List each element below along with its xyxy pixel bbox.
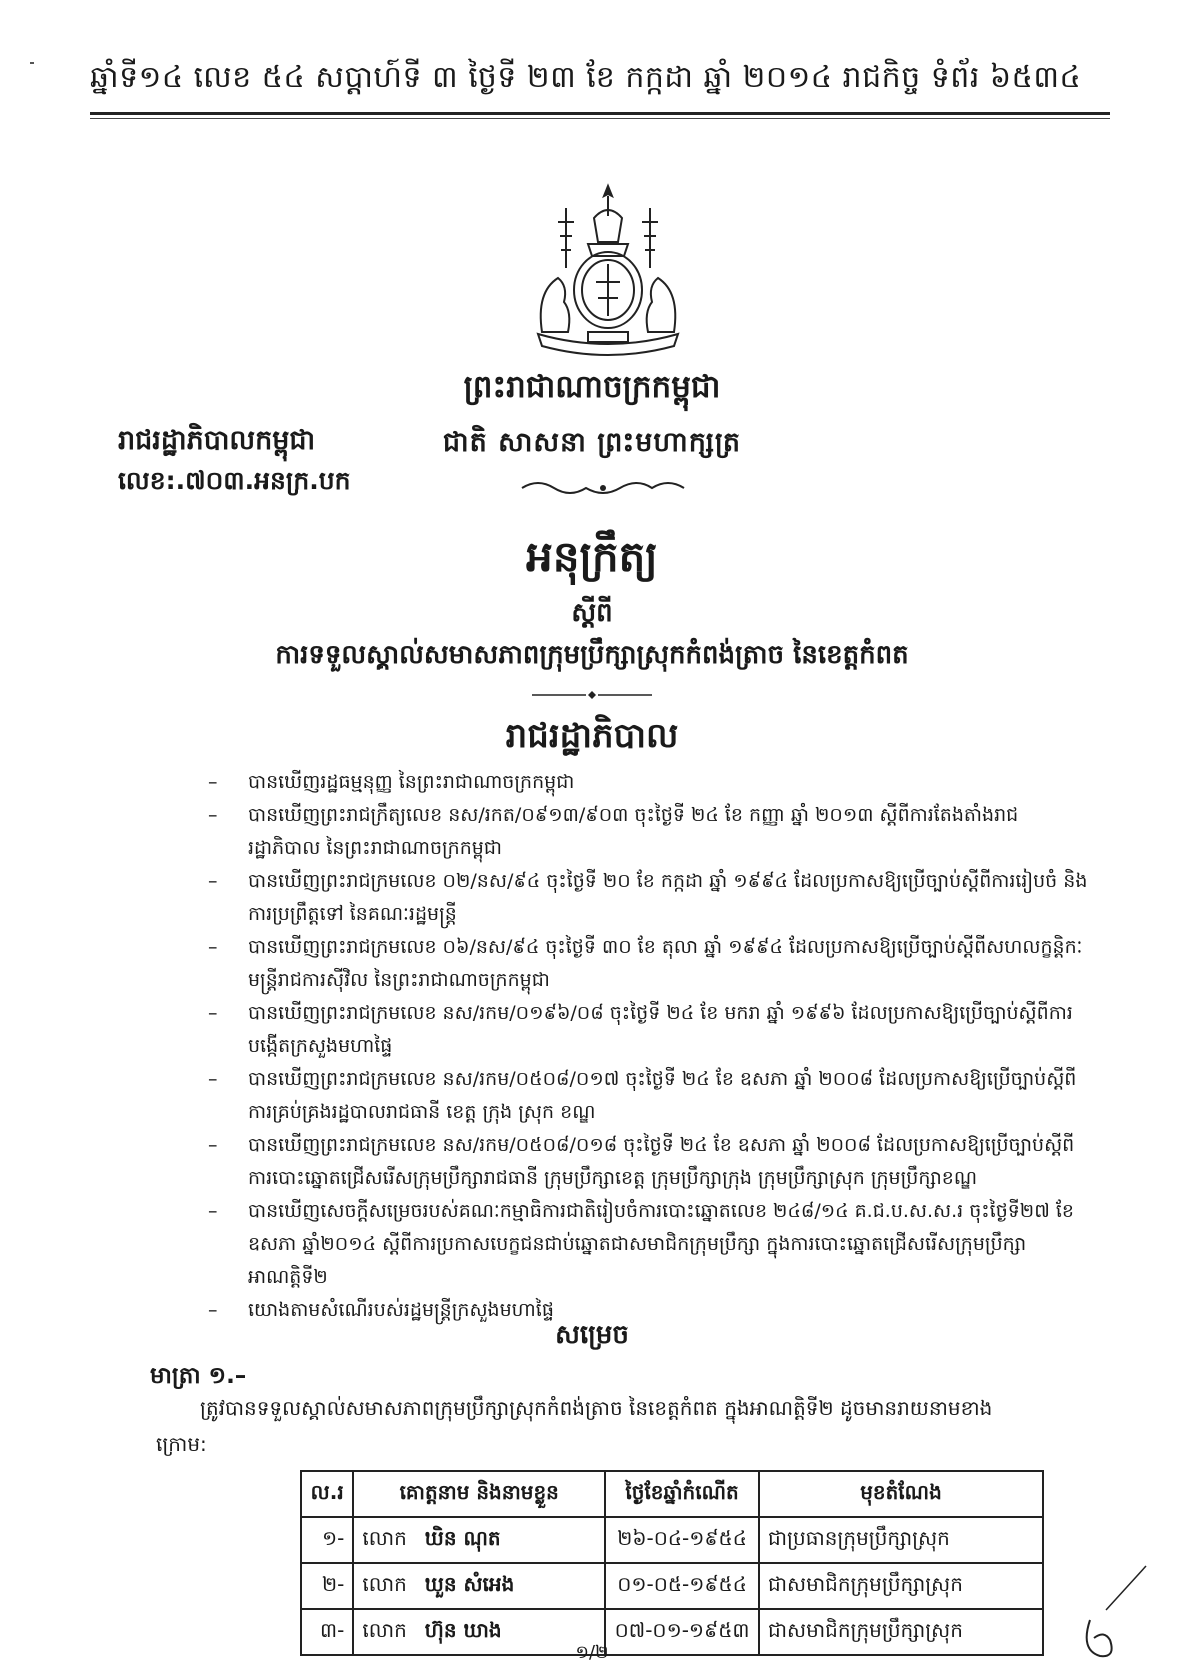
consideration-item: – បានឃើញសេចក្តីសម្រេចរបស់គណៈកម្មាធិការជាតិរៀបចំការបោះឆ្នោតលេខ ២៤៨/១៤ គ.ជ.ប.ស.ស.រ ចុះថ្ងៃទី២៧ ខែឧសភា ឆ្នាំ២០១៤ ស្តីពីការប្រកាសបេក្ខជនជាប់ឆ្នោតជាសមាជិកក្រុមប្រឹក្សា ក្នុងការបោះឆ្នោតជ្រើសរើសក្រុមប្រឹក្សា អាណត្តិទី២ bbox=[208, 1195, 1088, 1294]
honorific: លោក bbox=[362, 1618, 407, 1642]
kingdom-name: ព្រះរាជាណាចក្រកម្ពុជា bbox=[463, 369, 721, 405]
member-position: ជាសមាជិកក្រុមប្រឹក្សាស្រុក bbox=[759, 1563, 1043, 1609]
member-name: ឃួន សំអេង bbox=[424, 1572, 515, 1596]
table-row bbox=[301, 1563, 1043, 1609]
royal-emblem-icon bbox=[528, 182, 688, 360]
consideration-item: – បានឃើញព្រះរាជក្រឹត្យលេខ នស/រកត/០៩១៣/៩០៣ ចុះថ្ងៃទី ២៤ ខែ កញ្ញា ឆ្នាំ ២០១៣ ស្តីពីការតែងតាំងរាជរដ្ឋាភិបាល នៃព្រះរាជាណាចក្រកម្ពុជា bbox=[208, 799, 1088, 865]
about-label: ស្តីពី bbox=[571, 598, 613, 628]
document-number: លេខ:.៧០៣.អនក្រ.បក bbox=[118, 466, 351, 495]
member-name-cell bbox=[353, 1517, 605, 1563]
decree-subject: ការទទួលស្គាល់សមាសភាពក្រុមប្រឹក្សាស្រុកកំពង់ត្រាច នៃខេត្តកំពត bbox=[275, 640, 909, 670]
article-label: មាត្រា ១.– bbox=[150, 1363, 247, 1389]
row-number: ២- bbox=[301, 1563, 353, 1609]
consideration-item: – យោងតាមសំណើរបស់រដ្ឋមន្ត្រីក្រសួងមហាផ្ទៃ bbox=[208, 1294, 1088, 1327]
consideration-item: – បានឃើញព្រះរាជក្រមលេខ ០៦/នស/៩៤ ចុះថ្ងៃទី ៣០ ខែ តុលា ឆ្នាំ ១៩៩៤ ដែលប្រកាសឱ្យប្រើច្បាប់ស្តីពីសហលក្ខន្តិកៈមន្ត្រីរាជការស៊ីវិល នៃព្រះរាជាណាចក្រកម្ពុជា bbox=[208, 931, 1088, 997]
honorific: លោក bbox=[362, 1572, 407, 1596]
member-birthdate: ២៦-០៤-១៩៥៤ bbox=[605, 1517, 759, 1563]
row-number: ១- bbox=[301, 1517, 353, 1563]
consideration-item: – បានឃើញព្រះរាជក្រមលេខ នស/រកម/០៥០៨/០១៧ ចុះថ្ងៃទី ២៤ ខែ ឧសភា ឆ្នាំ ២០០៨ ដែលប្រកាសឱ្យប្រើច្បាប់ស្តីពីការគ្រប់គ្រងរដ្ឋបាលរាជធានី ខេត្ត ក្រុង ស្រុក ខណ្ឌ bbox=[208, 1063, 1088, 1129]
scan-speck bbox=[30, 62, 34, 64]
document-type: អនុក្រឹត្យ bbox=[526, 532, 658, 581]
decision-heading: សម្រេច bbox=[555, 1320, 629, 1350]
issuing-authority: រាជរដ្ឋាភិបាល bbox=[505, 716, 679, 756]
member-name: ហ៊ុន ឃាង bbox=[424, 1618, 502, 1642]
ornament-divider-icon bbox=[518, 476, 688, 500]
member-name: ឃិន ណុត bbox=[424, 1526, 501, 1550]
member-birthdate: ០៧-០១-១៩៥៣ bbox=[605, 1609, 759, 1655]
column-header-number: ល.រ bbox=[301, 1471, 353, 1517]
considerations-list bbox=[208, 766, 1088, 1327]
row-number: ៣- bbox=[301, 1609, 353, 1655]
member-birthdate: ០១-០៥-១៩៥៤ bbox=[605, 1563, 759, 1609]
title-separator-icon bbox=[530, 690, 654, 700]
table-header-row bbox=[301, 1471, 1043, 1517]
government-name: រាជរដ្ឋាភិបាលកម្ពុជា bbox=[118, 425, 316, 456]
member-position: ជាសមាជិកក្រុមប្រឹក្សាស្រុក bbox=[759, 1609, 1043, 1655]
national-motto: ជាតិ សាសនា ព្រះមហាក្សត្រ bbox=[442, 427, 742, 458]
header-rule-thick bbox=[90, 112, 1110, 115]
table-row bbox=[301, 1517, 1043, 1563]
column-header-position: មុខតំណែង bbox=[759, 1471, 1043, 1517]
column-header-birthdate: ថ្ងៃខែឆ្នាំកំណើត bbox=[605, 1471, 759, 1517]
member-name-cell bbox=[353, 1563, 605, 1609]
header-rule-thin bbox=[90, 118, 1110, 119]
column-header-name: គោត្តនាម និងនាមខ្លួន bbox=[353, 1471, 605, 1517]
council-members-table bbox=[300, 1470, 1044, 1656]
consideration-item: – បានឃើញព្រះរាជក្រមលេខ នស/រកម/០១៩៦/០៨ ចុះថ្ងៃទី ២៤ ខែ មករា ឆ្នាំ ១៩៩៦ ដែលប្រកាសឱ្យប្រើច្បាប់ស្តីពីការបង្កើតក្រសួងមហាផ្ទៃ bbox=[208, 997, 1088, 1063]
gazette-header: ឆ្នាំទី១៤ លេខ ៥៤ សប្តាហ៍ទី ៣ ថ្ងៃទី ២៣ ខែ កក្កដា ឆ្នាំ ២០១៤ រាជកិច្ច ទំព័រ ៦៥៣៤ bbox=[90, 60, 1082, 95]
member-position: ជាប្រធានក្រុមប្រឹក្សាស្រុក bbox=[759, 1517, 1043, 1563]
consideration-item: – បានឃើញព្រះរាជក្រមលេខ នស/រកម/០៥០៨/០១៨ ចុះថ្ងៃទី ២៤ ខែ ឧសភា ឆ្នាំ ២០០៨ ដែលប្រកាសឱ្យប្រើច្បាប់ស្តីពីការបោះឆ្នោតជ្រើសរើសក្រុមប្រឹក្សារាជធានី ក្រុមប្រឹក្សាខេត្ត ក្រុមប្រឹក្សាក្រុង ក្រុមប្រឹក្សាស្រុក ក្រុមប្រឹក្សាខណ្ឌ bbox=[208, 1129, 1088, 1195]
page-number: ១/២ bbox=[575, 1642, 609, 1663]
article-text: ត្រូវបានទទួលស្គាល់សមាសភាពក្រុមប្រឹក្សាស្រុកកំពង់ត្រាច នៃខេត្តកំពត ក្នុងអាណត្តិទី២ ដូចមានរាយនាមខាងក្រោម: bbox=[156, 1396, 993, 1456]
consideration-item: – បានឃើញព្រះរាជក្រមលេខ ០២/នស/៩៤ ចុះថ្ងៃទី ២០ ខែ កក្កដា ឆ្នាំ ១៩៩៤ ដែលប្រកាសឱ្យប្រើច្បាប់ស្តីពីការរៀបចំ និងការប្រព្រឹត្តទៅ នៃគណៈរដ្ឋមន្ត្រី bbox=[208, 865, 1088, 931]
honorific: លោក bbox=[362, 1526, 407, 1550]
consideration-item: – បានឃើញរដ្ឋធម្មនុញ្ញ នៃព្រះរាជាណាចក្រកម្ពុជា bbox=[208, 766, 1088, 799]
